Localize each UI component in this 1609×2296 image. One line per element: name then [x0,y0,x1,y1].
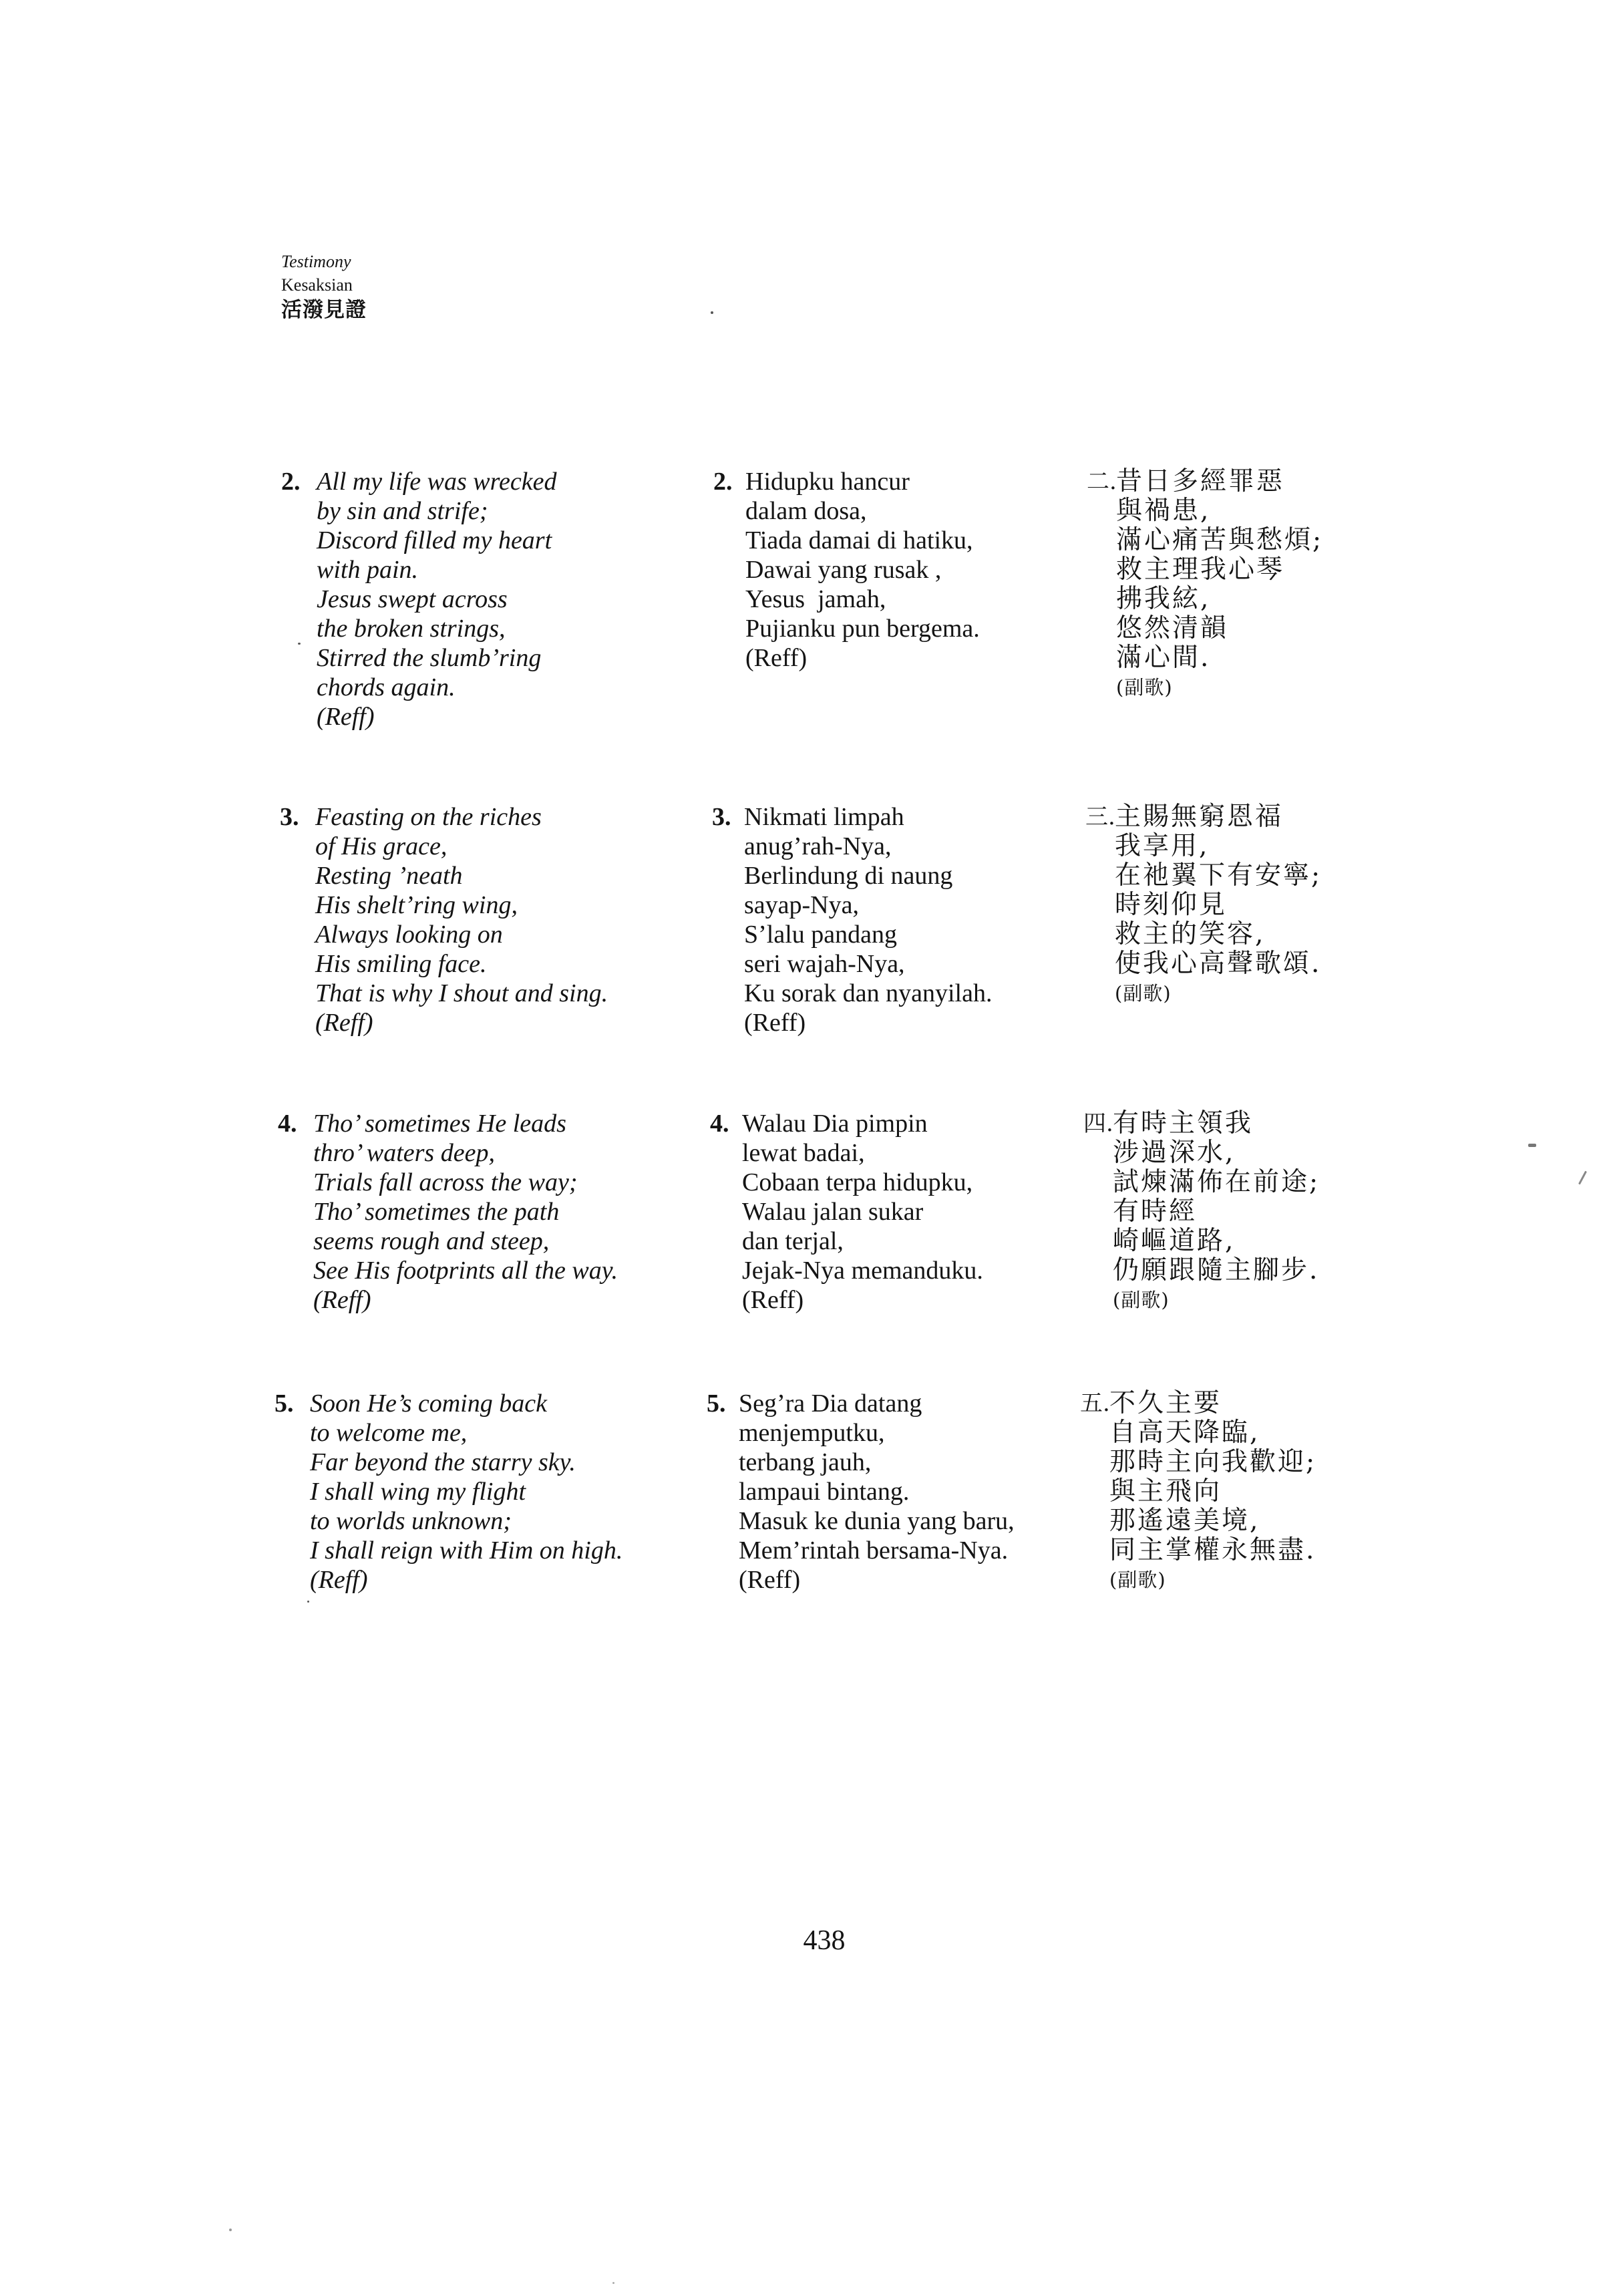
lyric-lines [744,802,992,1037]
lyric-line: Trials fall across the way; [313,1168,578,1196]
lyric-line: Nikmati limpah [744,803,904,831]
lyric-line: Masuk ke dunia yang baru, [739,1507,1015,1535]
verse-number: 3. [712,803,731,831]
lyric-line: 拂我絃, [1116,584,1211,614]
refrain-marker: (Reff) [744,1009,806,1037]
lyric-line: 昔日多經罪惡 [1116,466,1285,496]
lyric-line: Yesus jamah, [745,585,886,613]
lyric-line: dan terjal, [742,1227,844,1255]
lyric-line: Discord filled my heart [317,526,552,554]
lyric-line: Soon He’s coming back [310,1389,547,1418]
lyric-lines [1116,467,1323,702]
verse-block [0,1109,1586,1389]
lyric-line: 使我心高聲歌頌. [1115,949,1322,979]
lyric-lines [1109,1389,1316,1595]
lyric-line: 涉過深水, [1113,1138,1236,1168]
lyric-line: lampaui bintang. [739,1478,910,1506]
lyric-line: Stirred the slumb’ring [317,644,542,672]
scan-speck [711,311,713,314]
lyric-line: 那遙遠美境, [1109,1506,1260,1536]
verse-number: 四. [1083,1110,1113,1137]
lyric-line: 那時主向我歡迎; [1109,1447,1317,1477]
refrain-marker: (Reff) [317,703,375,731]
lyric-line: anug’rah-Nya, [744,832,892,860]
lyric-lines [315,802,608,1037]
refrain-marker: (Reff) [313,1286,371,1314]
lyric-line: Walau jalan sukar [742,1198,924,1226]
lyric-line: chords again. [317,673,456,701]
lyric-line: seems rough and steep, [313,1227,550,1255]
scan-speck [307,1601,309,1603]
lyric-line: 救主的笑容, [1115,919,1266,949]
lyric-line: 試煉滿佈在前途; [1113,1167,1320,1197]
lyric-line: Tho’ sometimes He leads [313,1110,566,1138]
lyric-line: 救主理我心琴 [1116,554,1285,585]
lyric-line: See His footprints all the way. [313,1257,618,1285]
refrain-marker: (Reff) [745,644,808,672]
lyric-line: 同主掌權永無盡. [1109,1535,1316,1565]
lyric-line: That is why I shout and sing. [315,979,608,1007]
section-title-indonesian: Kesaksian [281,275,353,295]
lyric-line: 不久主要 [1109,1388,1222,1418]
lyric-line: All my life was wrecked [317,468,557,496]
verse-number: 2. [281,468,301,496]
refrain-marker: (副歌) [1109,1569,1166,1591]
lyric-line: sayap-Nya, [744,891,859,919]
verse-number: 5. [275,1389,294,1418]
lyric-line: Ku sorak dan nyanyilah. [744,979,993,1007]
lyric-line: Hidupku hancur [745,468,910,496]
section-title-chinese: 活潑見證 [281,298,367,321]
lyric-line: 我享用, [1115,831,1210,861]
lyric-line: of His grace, [315,832,448,860]
refrain-marker: (副歌) [1113,1289,1170,1311]
verse-block [0,802,1588,1083]
lyric-lines [1113,1109,1320,1315]
lyric-line: 在祂翼下有安寧; [1115,860,1322,890]
lyric-line: I shall reign with Him on high. [310,1536,623,1565]
scan-speck [298,643,301,645]
lyric-line: with pain. [317,556,419,584]
lyric-line: 仍願跟隨主腳步. [1113,1255,1320,1285]
verse-number: 4. [278,1110,297,1138]
lyric-line: seri wajah-Nya, [744,950,905,978]
lyric-lines [310,1389,622,1595]
lyric-line: 與主飛向 [1109,1476,1222,1506]
verse-block [0,1389,1583,1669]
lyric-line: Tiada damai di hatiku, [745,526,973,554]
page-number: 438 [803,1925,846,1956]
lyric-line: lewat badai, [742,1139,865,1167]
refrain-marker: (副歌) [1116,676,1173,699]
refrain-marker: (Reff) [310,1566,368,1594]
lyric-line: 有時經 [1113,1196,1198,1226]
lyric-line: the broken strings, [317,615,506,643]
lyric-lines [317,467,557,731]
lyric-line: to worlds unknown; [310,1507,512,1535]
refrain-marker: (Reff) [739,1566,801,1594]
lyric-line: I shall wing my flight [310,1478,526,1506]
lyric-line: menjemputku, [739,1419,885,1447]
verse-number: 5. [707,1389,726,1418]
lyric-line: terbang jauh, [739,1448,872,1476]
scan-speck [1528,1144,1536,1147]
lyric-line: His smiling face. [315,950,487,978]
lyric-line: Berlindung di naung [744,862,953,890]
lyric-line: Walau Dia pimpin [742,1110,928,1138]
lyric-line: 自高天降臨, [1109,1418,1260,1448]
lyric-line: Seg’ra Dia datang [739,1389,922,1418]
lyric-line: thro’ waters deep, [313,1139,495,1167]
verse-number: 二. [1087,468,1117,495]
section-title-english: Testimony [281,252,351,271]
lyric-line: Jejak-Nya memanduku. [742,1257,983,1285]
lyric-line: Jesus swept across [317,585,508,613]
refrain-marker: (副歌) [1115,982,1172,1005]
refrain-marker: (Reff) [742,1286,804,1314]
lyric-line: Mem’rintah bersama-Nya. [739,1536,1009,1565]
lyric-line: His shelt’ring wing, [315,891,518,919]
verse-number: 三. [1085,804,1115,830]
lyric-line: Always looking on [315,921,503,949]
refrain-marker: (Reff) [315,1009,373,1037]
lyric-line: Resting ’neath [315,862,463,890]
scan-speck [612,2282,614,2284]
lyric-line: 主賜無窮恩福 [1115,802,1284,832]
verse-number: 2. [713,468,733,496]
lyric-line: 悠然清韻 [1116,613,1229,643]
lyric-lines [739,1389,1015,1595]
lyric-line: Pujianku pun bergema. [745,615,980,643]
lyric-line: 時刻仰見 [1115,890,1228,920]
lyric-lines [742,1109,983,1315]
lyric-line: Feasting on the riches [315,803,542,831]
verse-number: 五. [1080,1390,1110,1417]
lyric-line: S’lalu pandang [744,921,898,949]
lyric-line: 有時主領我 [1113,1108,1254,1138]
lyric-lines [745,467,980,673]
lyric-lines [1115,802,1322,1008]
verse-number: 3. [280,803,299,831]
lyric-line: 滿心間. [1116,643,1211,673]
lyric-line: dalam dosa, [745,497,867,525]
lyric-line: 滿心痛苦與愁煩; [1116,525,1324,555]
lyric-line: 與禍患, [1116,496,1211,526]
lyric-line: Cobaan terpa hidupku, [742,1168,973,1196]
lyric-line: 崎嶇道路, [1113,1226,1236,1256]
verse-number: 4. [710,1110,729,1138]
lyric-line: to welcome me, [310,1419,468,1447]
lyric-line: Far beyond the starry sky. [310,1448,576,1476]
verse-block [0,467,1590,748]
lyric-line: Dawai yang rusak , [745,556,942,584]
lyric-line: by sin and strife; [317,497,488,525]
scan-speck [229,2229,232,2231]
lyric-line: Tho’ sometimes the path [313,1198,560,1226]
lyric-lines [313,1109,618,1315]
